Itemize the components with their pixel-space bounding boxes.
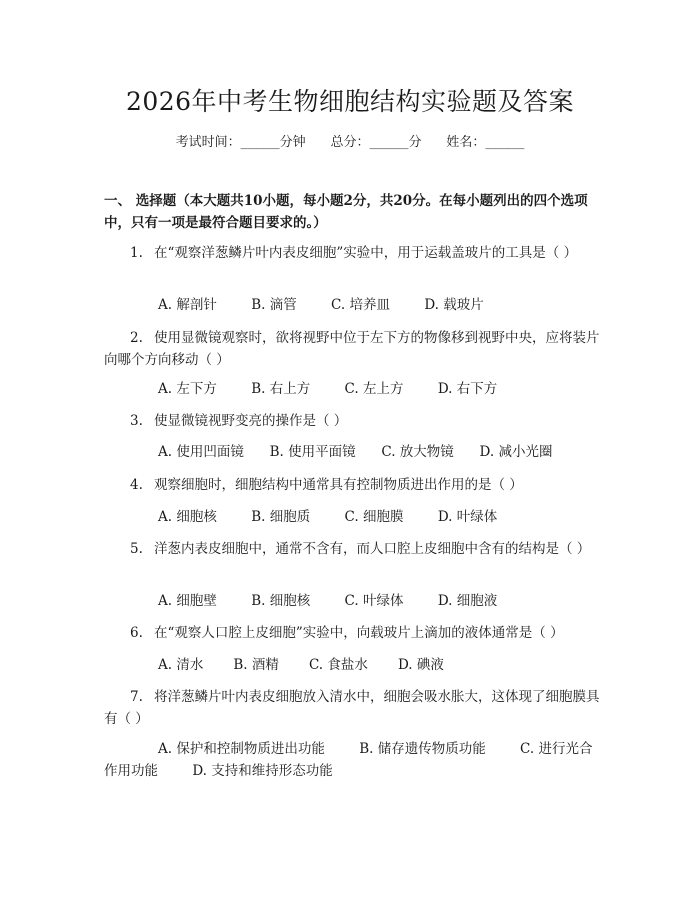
question-2-options xyxy=(104,378,600,400)
option-b: B. 细胞质 xyxy=(251,509,311,525)
name-label: 姓名： xyxy=(446,135,486,150)
option-b: B. 右上方 xyxy=(251,381,311,397)
question-4-options xyxy=(104,506,600,528)
option-c: C. 进行光合作用功能 xyxy=(104,741,593,779)
option-b: B. 酒精 xyxy=(233,657,279,673)
option-a: A. 解剖针 xyxy=(158,297,217,313)
question-3-options xyxy=(104,441,600,463)
option-a: A. 左下方 xyxy=(158,381,217,397)
question-stem: 观察细胞时，细胞结构中通常具有控制物质进出作用的是（ ） xyxy=(154,477,523,493)
time-unit: 分钟 xyxy=(279,135,306,150)
option-a: A. 清水 xyxy=(158,657,204,673)
question-7-options xyxy=(104,738,600,782)
option-b: B. 使用平面镜 xyxy=(269,444,356,460)
question-number: 3. xyxy=(130,413,143,429)
option-a: A. 细胞壁 xyxy=(158,593,217,609)
question-5 xyxy=(104,538,600,560)
question-1-options xyxy=(104,294,600,316)
question-6 xyxy=(104,622,600,644)
question-stem: 使用显微镜观察时，欲将视野中位于左下方的物像移到视野中央，应将装片向哪个方向移动（ ） xyxy=(104,330,600,368)
option-d: D. 碘液 xyxy=(397,657,444,673)
question-2 xyxy=(104,327,600,371)
option-d: D. 细胞液 xyxy=(437,593,498,609)
score-label: 总分： xyxy=(330,135,370,150)
option-d: D. 减小光圈 xyxy=(479,444,553,460)
question-stem: 在“观察人口腔上皮细胞”实验中，向载玻片上滴加的液体通常是（ ） xyxy=(154,625,564,641)
option-a: A. 保护和控制物质进出功能 xyxy=(158,741,325,757)
exam-meta-line xyxy=(0,131,700,150)
option-d: D. 载玻片 xyxy=(424,297,484,313)
option-a: A. 细胞核 xyxy=(158,509,217,525)
question-stem: 在“观察洋葱鳞片叶内表皮细胞”实验中，用于运载盖玻片的工具是（ ） xyxy=(154,245,578,261)
score-blank: ______ xyxy=(369,135,409,150)
question-5-options xyxy=(104,590,600,612)
option-d: D. 叶绿体 xyxy=(437,509,498,525)
option-c: C. 左上方 xyxy=(344,381,404,397)
question-number: 4. xyxy=(130,477,143,493)
time-label: 考试时间： xyxy=(175,135,241,150)
question-1 xyxy=(104,242,600,264)
name-blank: ______ xyxy=(485,135,525,150)
option-c: C. 培养皿 xyxy=(331,297,390,313)
section-heading: 一、 选择题（本大题共10小题，每小题2分，共20分。在每小题列出的四个选项中，只有一项是最符合题目要求的。） xyxy=(104,193,588,231)
time-blank: ______ xyxy=(240,135,280,150)
question-3 xyxy=(104,410,600,432)
option-c: C. 叶绿体 xyxy=(344,593,404,609)
question-number: 2. xyxy=(130,330,143,346)
question-stem: 使显微镜视野变亮的操作是（ ） xyxy=(154,413,348,429)
question-stem: 洋葱内表皮细胞中，通常不含有，而人口腔上皮细胞中含有的结构是（ ） xyxy=(154,541,591,557)
option-d: D. 右下方 xyxy=(437,381,498,397)
question-stem: 将洋葱鳞片叶内表皮细胞放入清水中，细胞会吸水胀大，这体现了细胞膜具有（ ） xyxy=(104,689,600,727)
option-a: A. 使用凹面镜 xyxy=(158,444,244,460)
question-number: 1. xyxy=(130,245,143,261)
question-6-options xyxy=(104,654,600,676)
option-d: D. 支持和维持形态功能 xyxy=(192,763,333,779)
option-c: C. 食盐水 xyxy=(308,657,368,673)
question-7 xyxy=(104,686,600,730)
question-number: 6. xyxy=(130,625,143,641)
question-number: 5. xyxy=(130,541,143,557)
question-number: 7. xyxy=(130,689,143,705)
score-unit: 分 xyxy=(408,135,422,150)
option-b: B. 细胞核 xyxy=(251,593,311,609)
option-c: C. 放大物镜 xyxy=(381,444,454,460)
option-c: C. 细胞膜 xyxy=(344,509,404,525)
option-b: B. 储存遗传物质功能 xyxy=(359,741,486,757)
option-b: B. 滴管 xyxy=(251,297,297,313)
question-4 xyxy=(104,474,600,496)
exam-title: 2026年中考生物细胞结构实验题及答案 xyxy=(125,87,575,116)
